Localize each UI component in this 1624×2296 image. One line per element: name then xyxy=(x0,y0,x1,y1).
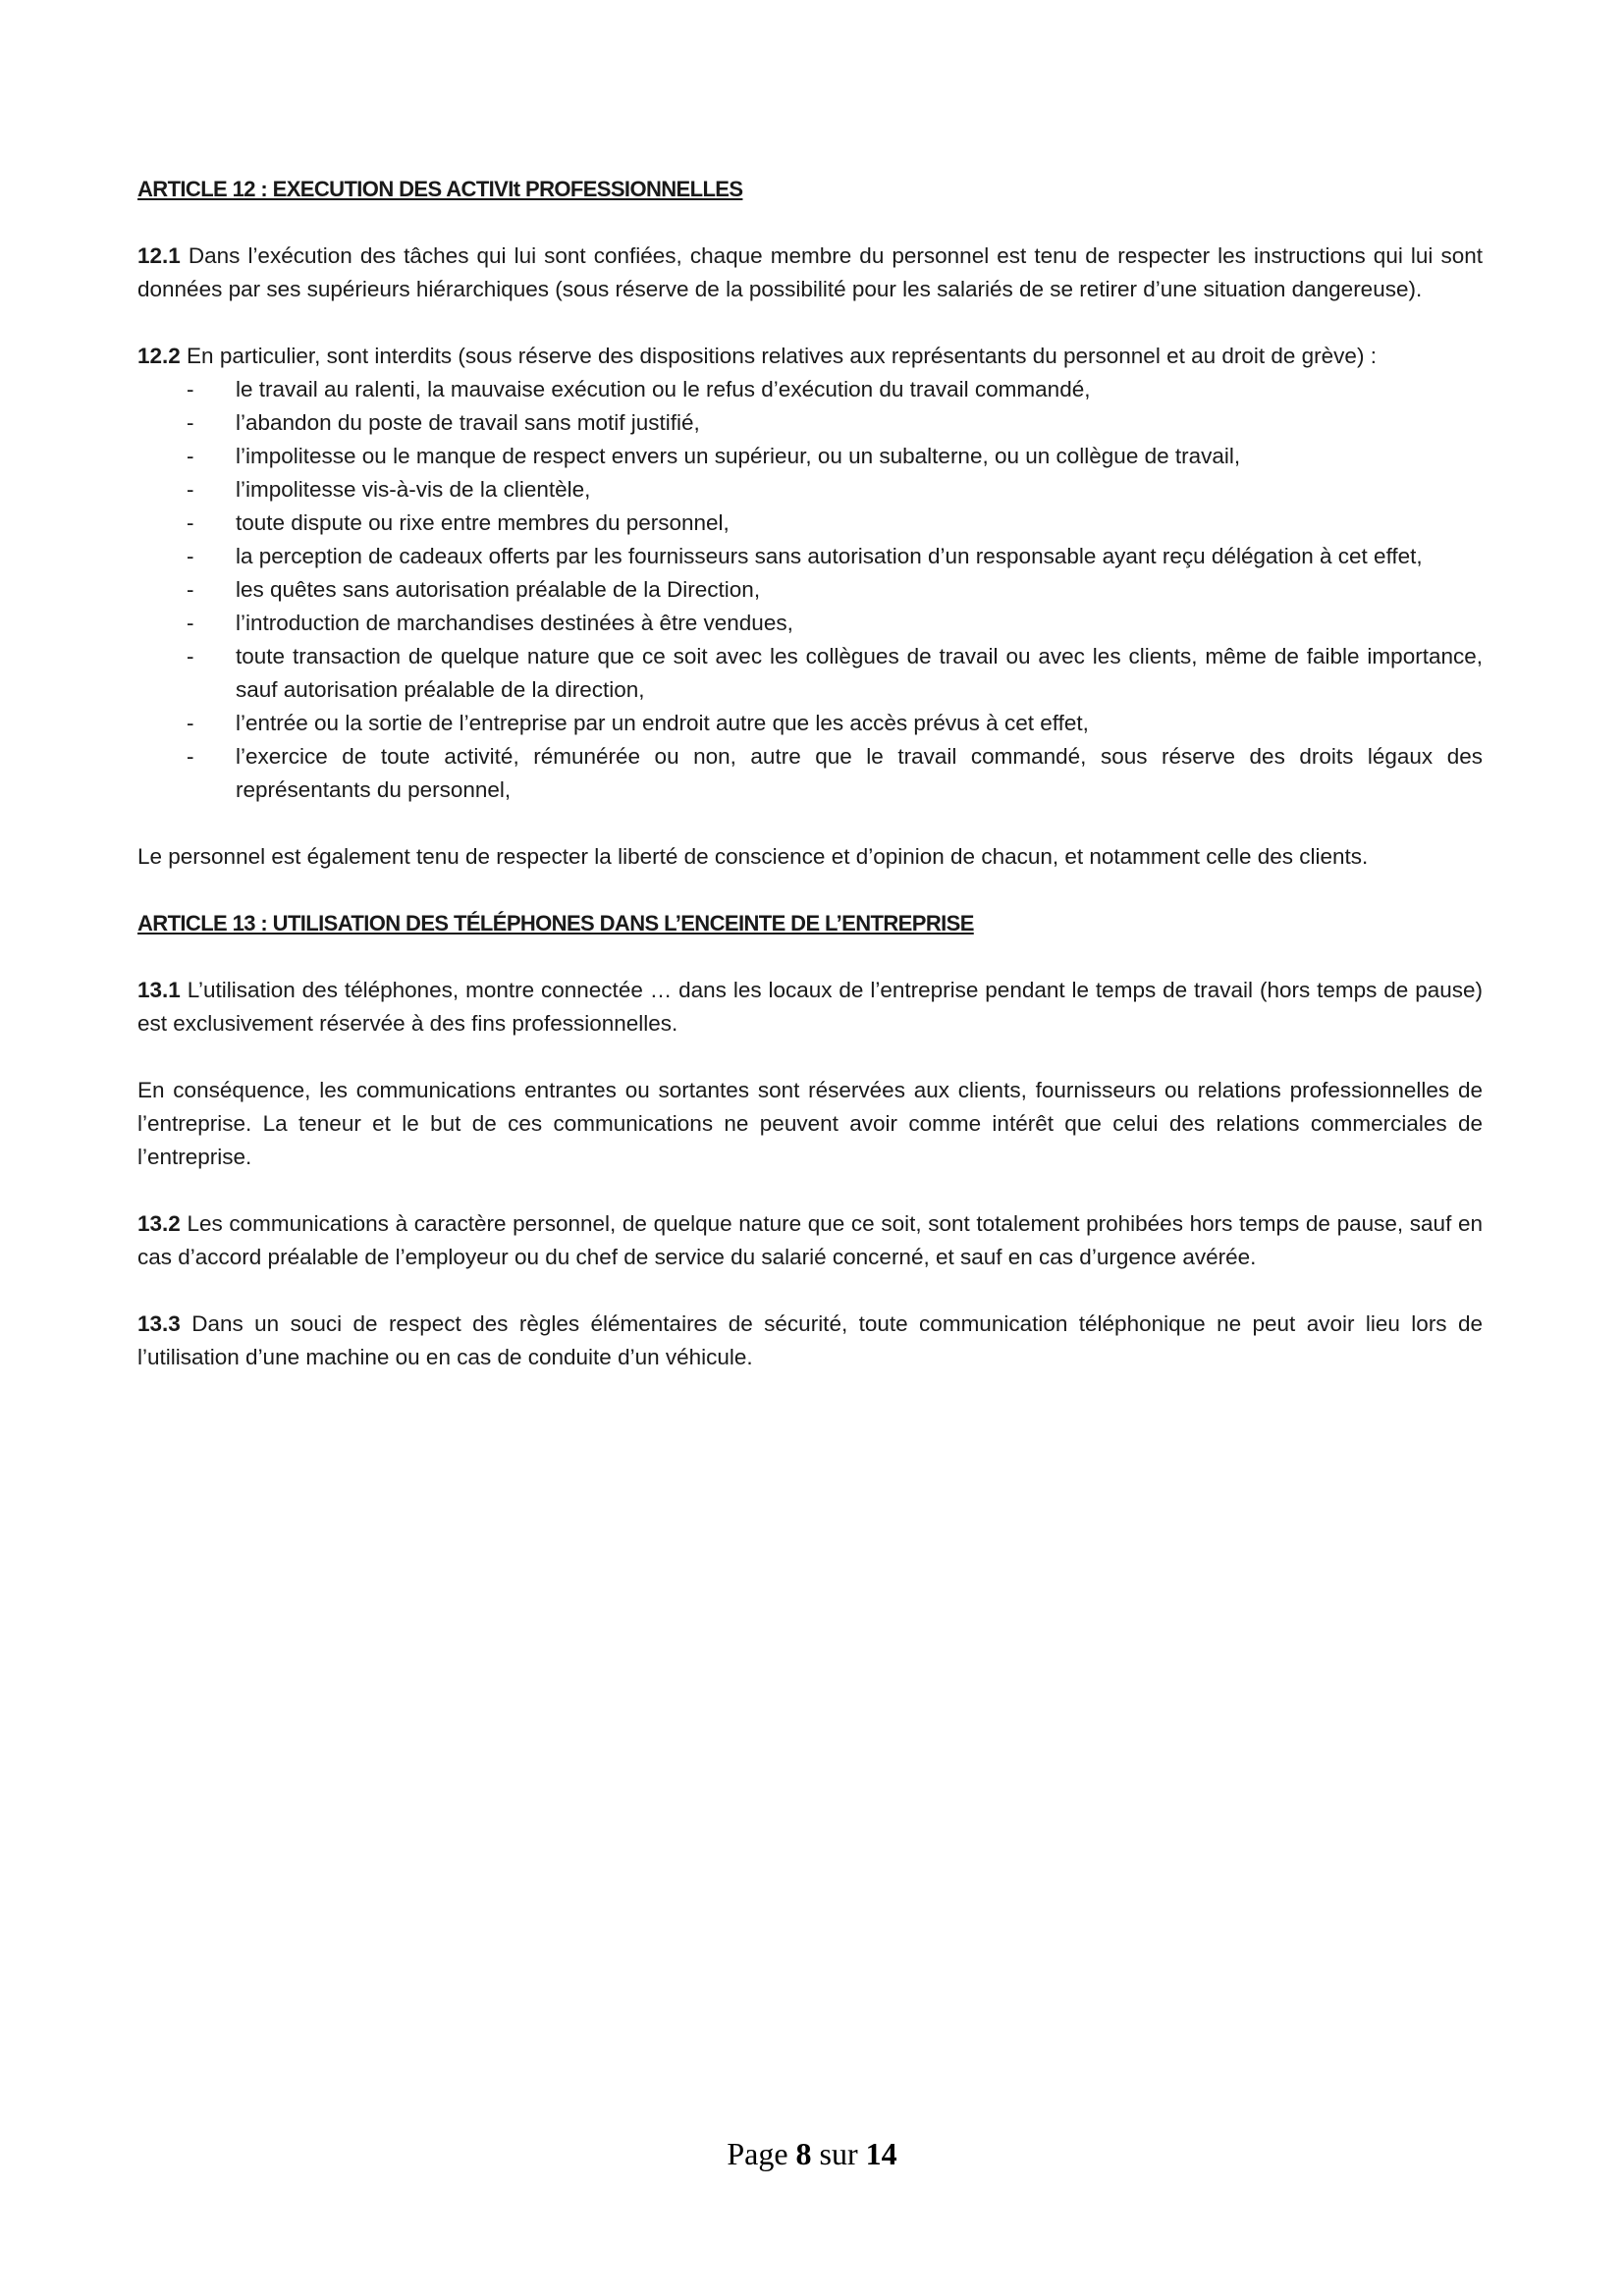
list-item-text: l’abandon du poste de travail sans motif justifié, xyxy=(236,410,700,435)
list-item-text: les quêtes sans autorisation préalable de la Direction, xyxy=(236,577,761,602)
paragraph-12-closing: Le personnel est également tenu de respecter la liberté de conscience et d’opinion de chacun, et notamment celle des clients. xyxy=(137,844,1369,869)
dash-bullet: - xyxy=(187,744,194,769)
paragraph-12-1 xyxy=(137,240,1483,306)
paragraph-number: 12.2 xyxy=(137,344,181,368)
article-12-heading: ARTICLE 12 : EXECUTION DES ACTIVIt PROFESSIONNELLES xyxy=(137,177,743,201)
list-item xyxy=(137,406,1483,440)
total-page-number: 14 xyxy=(865,2136,897,2171)
footer-middle: sur xyxy=(811,2136,866,2171)
list-item xyxy=(137,573,1483,607)
list-item-text: l’impolitesse vis-à-vis de la clientèle, xyxy=(236,477,591,502)
prohibited-list xyxy=(137,373,1483,807)
paragraph-text: L’utilisation des téléphones, montre connectée … dans les locaux de l’entreprise pendant le temps de travail (hors temps de pause) est exclusivement réservée à des fins professionnelles. xyxy=(137,978,1483,1036)
list-item-text: l’introduction de marchandises destinées à être vendues, xyxy=(236,611,793,635)
current-page-number: 8 xyxy=(795,2136,812,2171)
dash-bullet: - xyxy=(187,611,194,635)
list-item xyxy=(137,373,1483,406)
list-item-text: l’exercice de toute activité, rémunérée ou non, autre que le travail commandé, sous réserve des droits légaux des représentants du personnel, xyxy=(236,744,1483,802)
list-item xyxy=(137,640,1483,707)
dash-bullet: - xyxy=(187,711,194,735)
dash-bullet: - xyxy=(187,577,194,602)
article-13-heading: ARTICLE 13 : UTILISATION DES TÉLÉPHONES DANS L’ENCEINTE DE L’ENTREPRISE xyxy=(137,911,974,935)
footer-prefix: Page xyxy=(727,2136,796,2171)
list-item-text: toute transaction de quelque nature que ce soit avec les collègues de travail ou avec les clients, même de faible importance, sauf autorisation préalable de la direction, xyxy=(236,644,1483,702)
list-item-text: la perception de cadeaux offerts par les fournisseurs sans autorisation d’un responsable ayant reçu délégation à cet effet, xyxy=(236,544,1423,568)
dash-bullet: - xyxy=(187,644,194,668)
paragraph-13-1 xyxy=(137,974,1483,1041)
list-item xyxy=(137,740,1483,807)
paragraph-13-2 xyxy=(137,1207,1483,1274)
list-item-text: toute dispute ou rixe entre membres du personnel, xyxy=(236,510,730,535)
paragraph-number: 13.1 xyxy=(137,978,181,1002)
list-item xyxy=(137,707,1483,740)
paragraph-text: En particulier, sont interdits (sous réserve des dispositions relatives aux représentants du personnel et au droit de grève) : xyxy=(180,344,1377,368)
dash-bullet: - xyxy=(187,477,194,502)
paragraph-text: Dans l’exécution des tâches qui lui sont confiées, chaque membre du personnel est tenu de respecter les instructions qui lui sont données par ses supérieurs hiérarchiques (sous réserve de la possibilité pour les salariés de se retirer d’une situation dangereuse). xyxy=(137,243,1483,301)
dash-bullet: - xyxy=(187,510,194,535)
dash-bullet: - xyxy=(187,444,194,468)
paragraph-13-1b: En conséquence, les communications entrantes ou sortantes sont réservées aux clients, fournisseurs ou relations professionnelles de l’entreprise. La teneur et le but de ces communications ne peuvent avoir comme intérêt que celui des relations commerciales de l’entreprise. xyxy=(137,1078,1483,1169)
page-footer xyxy=(0,2136,1624,2172)
list-item xyxy=(137,607,1483,640)
dash-bullet: - xyxy=(187,377,194,401)
list-item xyxy=(137,473,1483,507)
paragraph-12-2 xyxy=(137,340,1483,373)
paragraph-text: Les communications à caractère personnel, de quelque nature que ce soit, sont totalement prohibées hors temps de pause, sauf en cas d’accord préalable de l’employeur ou du chef de service du salarié concerné, et sauf en cas d’urgence avérée. xyxy=(137,1211,1483,1269)
paragraph-number: 13.2 xyxy=(137,1211,181,1236)
list-item xyxy=(137,507,1483,540)
dash-bullet: - xyxy=(187,410,194,435)
list-item xyxy=(137,540,1483,573)
list-item-text: le travail au ralenti, la mauvaise exécution ou le refus d’exécution du travail commandé, xyxy=(236,377,1091,401)
list-item-text: l’impolitesse ou le manque de respect envers un supérieur, ou un subalterne, ou un collègue de travail, xyxy=(236,444,1241,468)
dash-bullet: - xyxy=(187,544,194,568)
list-item xyxy=(137,440,1483,473)
paragraph-13-3 xyxy=(137,1308,1483,1374)
list-item-text: l’entrée ou la sortie de l’entreprise par un endroit autre que les accès prévus à cet effet, xyxy=(236,711,1089,735)
paragraph-number: 13.3 xyxy=(137,1311,181,1336)
document-body xyxy=(137,173,1483,1374)
paragraph-number: 12.1 xyxy=(137,243,181,268)
paragraph-text: Dans un souci de respect des règles élémentaires de sécurité, toute communication téléphonique ne peut avoir lieu lors de l’utilisation d’une machine ou en cas de conduite d’un véhicule. xyxy=(137,1311,1483,1369)
